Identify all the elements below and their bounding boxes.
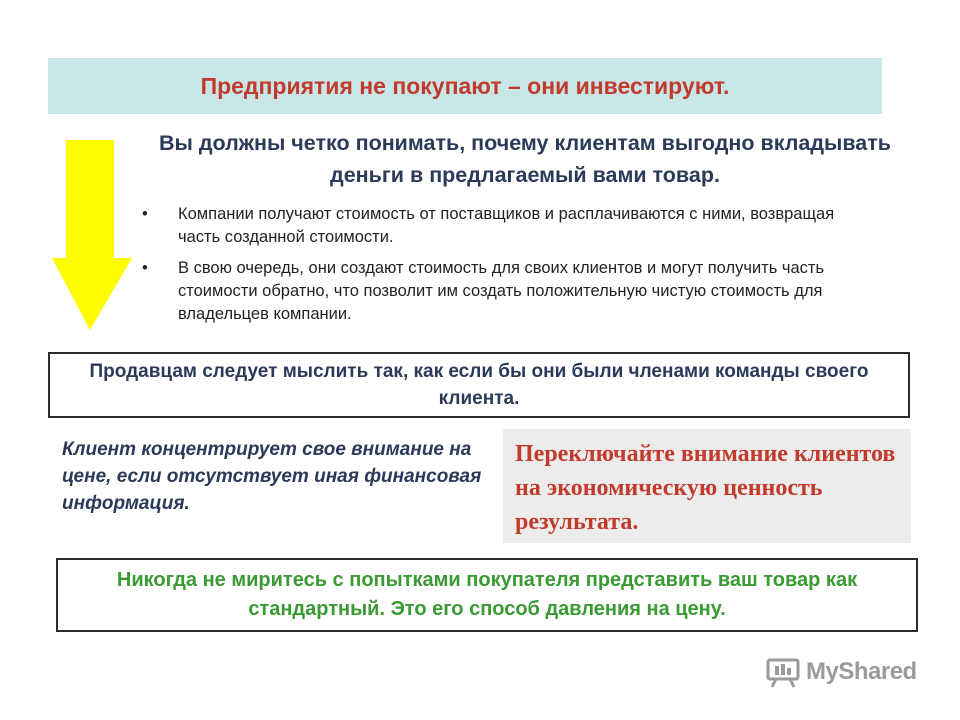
switch-attention-text: Переключайте внимание клиентов на экономическую ценность результата. bbox=[515, 441, 896, 535]
list-item bbox=[140, 257, 880, 326]
seller-mindset-text: Продавцам следует мыслить так, как если бы они были членами команды своего клиента. bbox=[89, 361, 869, 409]
watermark-text: MyShared bbox=[806, 658, 917, 685]
bullet-text: В свою очередь, они создают стоимость для своих клиентов и могут получить часть стоимости обратно, что позволит им создать положительную чистую стоимость для владельцев компании. bbox=[178, 259, 825, 323]
watermark bbox=[766, 656, 917, 688]
never-accept-box bbox=[56, 558, 918, 632]
title-banner bbox=[48, 58, 882, 114]
slide-subtitle: Вы должны четко понимать, почему клиентам выгодно вкладывать деньги в предлагаемый вами товар. bbox=[158, 131, 892, 187]
presentation-board-icon bbox=[766, 656, 800, 688]
bullet-marker: • bbox=[142, 259, 148, 277]
seller-mindset-box bbox=[48, 352, 910, 418]
down-arrow-icon bbox=[52, 140, 134, 332]
client-price-note: Клиент концентрирует свое внимание на цене, если отсутствует иная финансовая информация. bbox=[62, 439, 482, 514]
never-accept-text: Никогда не миритесь с попытками покупателя представить ваш товар как стандартный. Это его способ давления на цену. bbox=[116, 569, 858, 620]
slide-title: Предприятия не покупают – они инвестируют. bbox=[200, 72, 730, 99]
bullet-text: Компании получают стоимость от поставщиков и расплачиваются с ними, возвращая часть созданной стоимости. bbox=[178, 205, 835, 246]
bullet-marker: • bbox=[142, 205, 148, 223]
switch-attention-box bbox=[503, 429, 911, 543]
bullet-list bbox=[140, 203, 880, 334]
list-item bbox=[140, 203, 880, 249]
